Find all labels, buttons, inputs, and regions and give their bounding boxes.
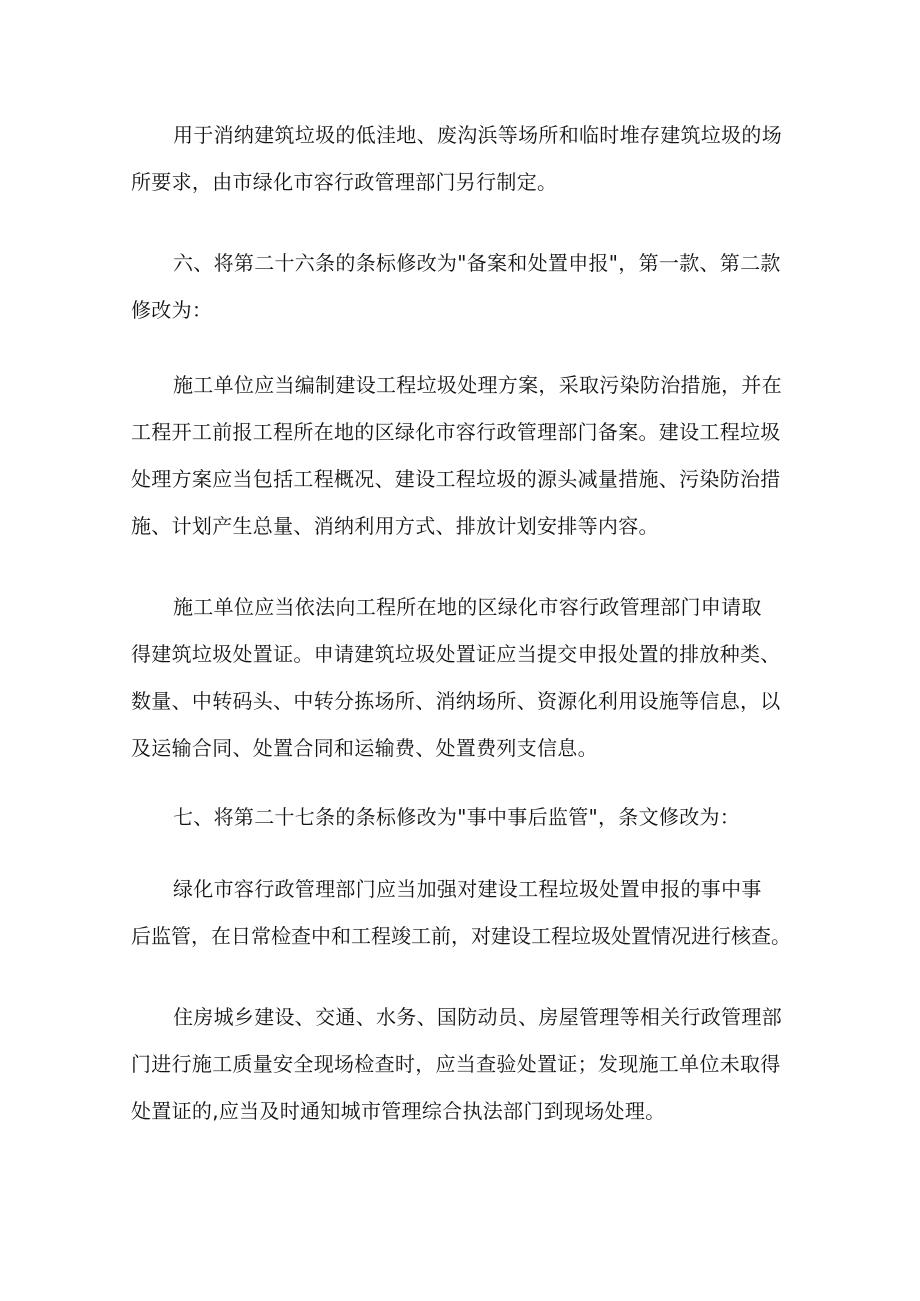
- paragraph-line: 住房城乡建设、交通、水务、国防动员、房屋管理等相关行政管理部: [173, 1005, 782, 1029]
- paragraph-5: [131, 794, 791, 841]
- paragraph-line: 六、将第二十六条的条标修改为"备案和处置申报"，第一款、第二款: [173, 251, 781, 275]
- paragraph-line: 数量、中转码头、中转分拣场所、消纳场所、资源化利用设施等信息，以: [131, 689, 781, 713]
- paragraph-line: 门进行施工质量安全现场检查时，应当查验处置证；发现施工单位未取得: [131, 1052, 781, 1076]
- paragraph-7: [131, 994, 791, 1135]
- paragraph-line: 得建筑垃圾处置证。申请建筑垃圾处置证应当提交申报处置的排放种类、: [131, 642, 781, 666]
- paragraph-line: 绿化市容行政管理部门应当加强对建设工程垃圾处置申报的事中事: [173, 877, 762, 901]
- paragraph-line: 七、将第二十七条的条标修改为"事中事后监管"，条文修改为：: [173, 805, 741, 829]
- paragraph-4: [131, 584, 791, 772]
- paragraph-3: [131, 362, 791, 550]
- paragraph-line: 修改为：: [131, 298, 213, 322]
- paragraph-line: 及运输合同、处置合同和运输费、处置费列支信息。: [131, 736, 598, 760]
- paragraph-line: 施、计划产生总量、消纳利用方式、排放计划安排等内容。: [131, 514, 659, 538]
- paragraph-line: 施工单位应当编制建设工程垃圾处理方案，采取污染防治措施，并在: [173, 373, 782, 397]
- paragraph-6: [131, 866, 791, 960]
- paragraph-line: 用于消纳建筑垃圾的低洼地、废沟浜等场所和临时堆存建筑垃圾的场: [173, 123, 782, 147]
- paragraph-line: 处置证的,应当及时通知城市管理综合执法部门到现场处理。: [131, 1099, 666, 1123]
- paragraph-line: 处理方案应当包括工程概况、建设工程垃圾的源头减量措施、污染防治措: [131, 467, 781, 491]
- paragraph-line: 施工单位应当依法向工程所在地的区绿化市容行政管理部门申请取: [173, 595, 762, 619]
- paragraph-2: [131, 240, 791, 334]
- paragraph-line: 工程开工前报工程所在地的区绿化市容行政管理部门备案。建设工程垃圾: [131, 420, 781, 444]
- paragraph-line: 所要求，由市绿化市容行政管理部门另行制定。: [131, 170, 558, 194]
- paragraph-line: 后监管，在日常检查中和工程竣工前，对建设工程垃圾处置情况进行核查。: [131, 924, 791, 948]
- paragraph-1: [131, 112, 791, 206]
